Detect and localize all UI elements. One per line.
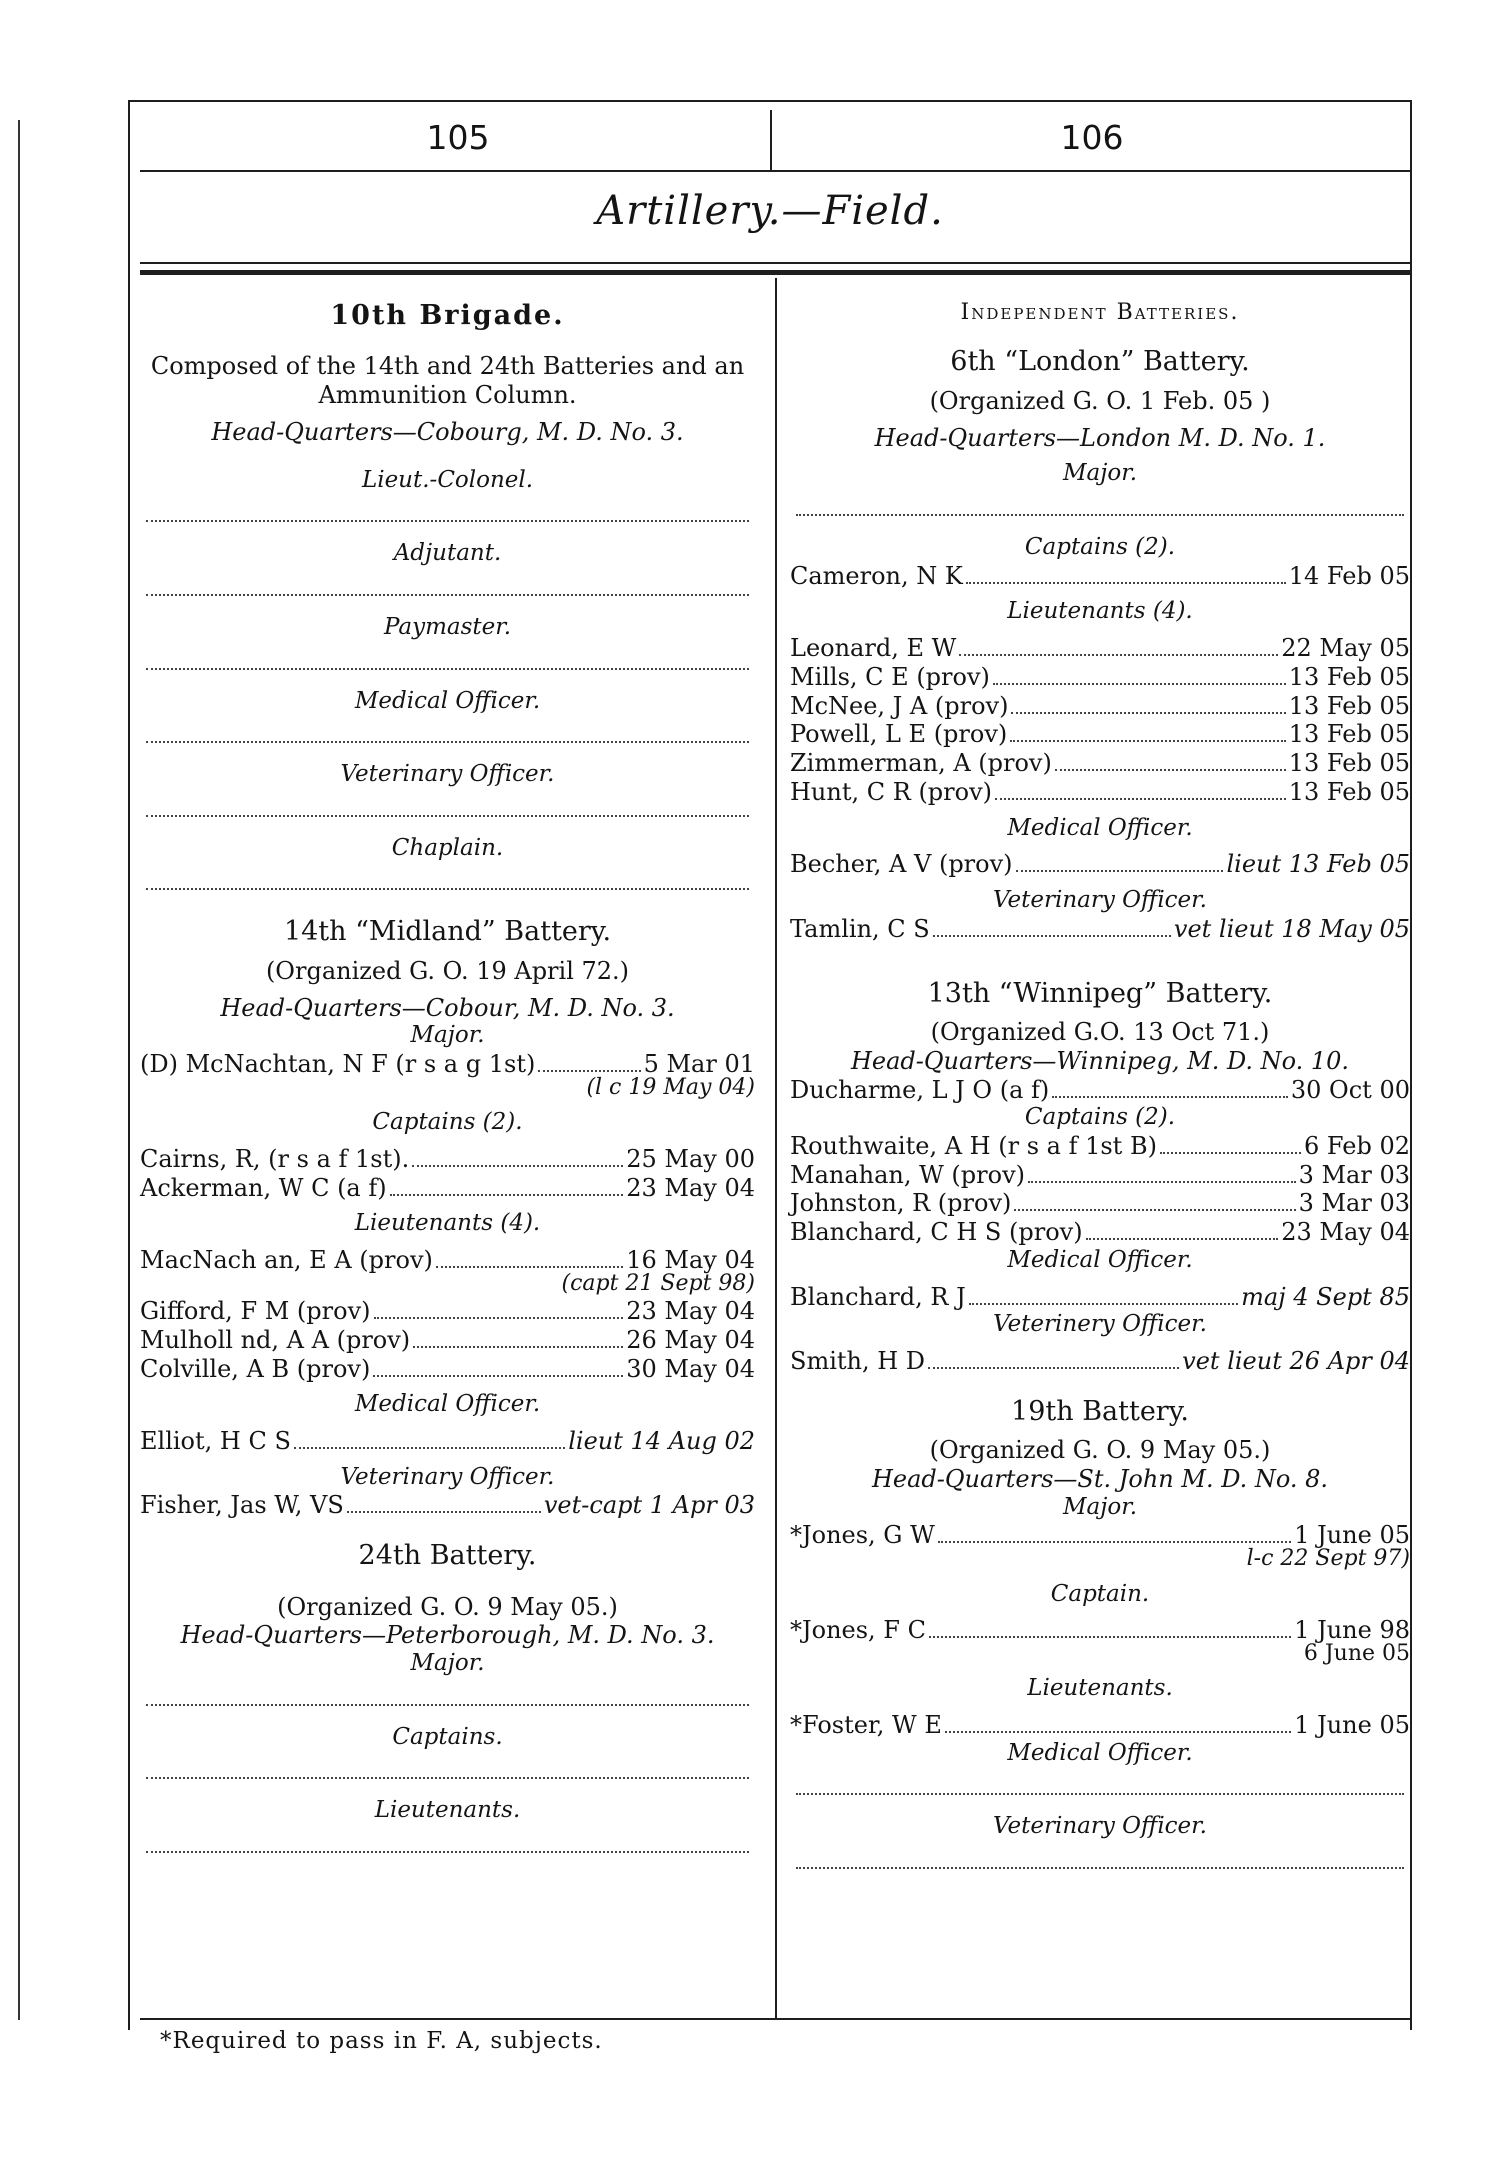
battery-6-captains-label: Captains (2). (1024, 533, 1176, 560)
page-edge-mark (12, 120, 20, 2020)
officer-row (790, 850, 1410, 879)
paymaster-label: Paymaster. (383, 613, 512, 640)
chaplain-label: Chaplain. (391, 834, 504, 861)
officer-date: vet-capt 1 Apr 03 (543, 1491, 755, 1520)
battery-13-medical-label: Medical Officer. (1007, 1247, 1193, 1274)
officer-name: Tamlin, C S (790, 914, 930, 943)
officer-name: McNee, J A (prov) (790, 691, 1009, 720)
battery-24-major-label: Major. (410, 1650, 485, 1677)
battery-24-title: 24th Battery. (358, 1540, 537, 1572)
battery-19-medical-label: Medical Officer. (1007, 1739, 1193, 1766)
officer-date: 25 May 00 (626, 1144, 755, 1173)
officer-date: 13 Feb 05 (1288, 777, 1410, 806)
officer-date: 23 May 04 (1281, 1218, 1410, 1247)
officer-name: Routhwaite, A H (r s a f 1st B) (790, 1131, 1157, 1160)
dotted-leader (146, 1763, 749, 1779)
officer-date: 13 Feb 05 (1288, 749, 1410, 778)
lt-col-label: Lieut.-Colonel. (361, 466, 534, 493)
officer-row (790, 1218, 1410, 1247)
title-rule-thick (140, 270, 1410, 275)
officer-row (790, 634, 1410, 663)
battery-6-lieutenants-label: Lieutenants (4). (1007, 598, 1193, 625)
outer-frame-left (128, 100, 130, 2030)
battery-13-captains-label: Captains (2). (1024, 1104, 1176, 1131)
left-column (140, 300, 755, 1871)
battery-6-medical-label: Medical Officer. (1007, 814, 1193, 841)
officer-date: 3 Mar 03 (1298, 1189, 1410, 1218)
officer-date: maj 4 Sept 85 (1241, 1282, 1410, 1311)
officer-name: Elliot, H C S (140, 1427, 291, 1456)
battery-19-organized: (Organized G. O. 9 May 05.) (929, 1436, 1271, 1465)
battery-19-lieutenants-label: Lieutenants. (1027, 1675, 1173, 1702)
brigade-composition: Composed of the 14th and 24th Batteries and an Ammunition Column. (150, 352, 745, 410)
adjutant-label: Adjutant. (393, 540, 502, 567)
battery-6-organized: (Organized G. O. 1 Feb. 05 ) (929, 386, 1271, 415)
officer-row (790, 692, 1410, 721)
column-divider (775, 278, 777, 2018)
dotted-leader (796, 500, 1404, 516)
officer-date: 1 June 98 (1294, 1616, 1410, 1645)
brigade-headquarters: Head-Quarters—Cobourg, M. D. No. 3. (211, 417, 684, 446)
officer-name: Ackerman, W C (a f) (140, 1173, 387, 1202)
officer-date: 22 May 05 (1281, 633, 1410, 662)
officer-name: Fisher, Jas W, VS (140, 1491, 344, 1520)
veterinary-officer-label: Veterinary Officer. (340, 761, 555, 788)
officer-note: l-c 22 Sept 97) (1246, 1546, 1410, 1572)
officer-date: 30 Oct 00 (1290, 1075, 1410, 1104)
battery-14-major-label: Major. (410, 1022, 485, 1049)
battery-14-medical-label: Medical Officer. (354, 1391, 541, 1418)
dotted-leader (146, 801, 749, 817)
battery-14-organized: (Organized G. O. 19 April 72.) (265, 956, 630, 985)
officer-name: Zimmerman, A (prov) (790, 749, 1052, 778)
medical-officer-label: Medical Officer. (354, 687, 541, 714)
officer-row (790, 749, 1410, 778)
battery-24-organized: (Organized G. O. 9 May 05.) (277, 1592, 618, 1621)
officer-date: vet lieut 26 Apr 04 (1182, 1347, 1410, 1376)
officer-name: MacNach an, E A (prov) (140, 1245, 433, 1274)
battery-19-captain-label: Captain. (1050, 1580, 1150, 1607)
officer-row (790, 663, 1410, 692)
officer-row (790, 1347, 1410, 1376)
officer-row (790, 562, 1410, 591)
officer-date: 5 Mar 01 (643, 1049, 755, 1078)
officer-date: 13 Feb 05 (1288, 691, 1410, 720)
officer-name: Leonard, E W (790, 633, 957, 662)
officer-name: *Foster, W E (790, 1711, 942, 1739)
officer-date: 6 Feb 02 (1304, 1131, 1410, 1160)
battery-14-lieutenants-label: Lieutenants (4). (354, 1210, 541, 1237)
officer-row (790, 1132, 1410, 1161)
officer-row (790, 1161, 1410, 1190)
battery-24-captains-label: Captains. (392, 1723, 503, 1750)
page-number-right: 106 (1060, 118, 1124, 157)
officer-name: Ducharme, L J O (a f) (790, 1075, 1050, 1104)
battery-24-lieutenants-label: Lieutenants. (374, 1797, 521, 1824)
bottom-rule (140, 2018, 1410, 2020)
dotted-leader (146, 727, 749, 743)
brigade-title: 10th Brigade. (330, 300, 565, 331)
officer-name: *Jones, F C (790, 1616, 926, 1645)
officer-name: Cairns, R, (r s a f 1st). (140, 1144, 410, 1173)
officer-name: Gifford, F M (prov) (140, 1297, 371, 1326)
officer-note: (l c 19 May 04) (586, 1074, 755, 1100)
officer-date: lieut 13 Feb 05 (1226, 850, 1410, 879)
officer-row (790, 1076, 1410, 1105)
officer-row (790, 778, 1410, 807)
officer-row (140, 1145, 755, 1174)
officer-note: (capt 21 Sept 98) (561, 1270, 755, 1296)
officer-row (140, 1355, 755, 1384)
battery-13-veterinary-label: Veterinery Officer. (993, 1311, 1207, 1338)
independent-batteries-heading: Independent Batteries. (960, 300, 1240, 325)
officer-name: *Jones, G W (790, 1521, 935, 1550)
dotted-leader (146, 1837, 749, 1853)
officer-row (790, 1711, 1410, 1740)
page-number-left: 105 (426, 118, 490, 157)
header-rule (140, 170, 1410, 172)
officer-name: Manahan, W (prov) (790, 1160, 1025, 1189)
outer-frame-top (128, 100, 1412, 102)
dotted-leader (146, 580, 749, 596)
dotted-leader (146, 506, 749, 522)
officer-name: Becher, A V (prov) (790, 850, 1013, 879)
officer-name: Colville, A B (prov) (140, 1354, 371, 1383)
battery-6-headquarters: Head-Quarters—London M. D. No. 1. (874, 423, 1326, 452)
officer-date: 1 June 05 (1294, 1521, 1410, 1550)
officer-date: 23 May 04 (626, 1297, 755, 1326)
battery-19-major-label: Major. (1062, 1493, 1138, 1520)
officer-date: 3 Mar 03 (1298, 1160, 1410, 1189)
right-column (790, 300, 1410, 1887)
battery-13-organized: (Organized G.O. 13 Oct 71.) (930, 1017, 1270, 1046)
dotted-leader (146, 1690, 749, 1706)
officer-name: Hunt, C R (prov) (790, 777, 993, 806)
title-rule-thin (140, 262, 1410, 264)
battery-14-captains-label: Captains (2). (372, 1109, 523, 1136)
officer-date: 13 Feb 05 (1288, 720, 1410, 749)
dotted-leader (796, 1779, 1404, 1795)
officer-row (140, 1297, 755, 1326)
battery-19-veterinary-label: Veterinary Officer. (993, 1813, 1207, 1840)
battery-19-headquarters: Head-Quarters—St. John M. D. No. 8. (871, 1465, 1329, 1494)
battery-13-headquarters: Head-Quarters—Winnipeg, M. D. No. 10. (850, 1046, 1350, 1075)
officer-row (140, 1326, 755, 1355)
officer-date: vet lieut 18 May 05 (1173, 914, 1410, 943)
battery-6-veterinary-label: Veterinary Officer. (993, 887, 1207, 914)
officer-date: 13 Feb 05 (1288, 662, 1410, 691)
page-number-divider (770, 110, 772, 170)
officer-date: 26 May 04 (626, 1325, 755, 1354)
officer-row (790, 1189, 1410, 1218)
dotted-leader (796, 1853, 1404, 1869)
page-title: Artillery.—Field. (596, 188, 944, 234)
battery-6-title: 6th “London” Battery. (950, 346, 1250, 378)
officer-row (140, 1491, 755, 1520)
battery-14-title: 14th “Midland” Battery. (283, 916, 612, 948)
officer-date: 23 May 04 (626, 1173, 755, 1202)
officer-name: Smith, H D (790, 1347, 926, 1376)
battery-14-headquarters: Head-Quarters—Cobour, M. D. No. 3. (220, 993, 675, 1022)
officer-name: Blanchard, R J (790, 1282, 966, 1311)
officer-note: 6 June 05 (1303, 1641, 1410, 1667)
officer-name: Mills, C E (prov) (790, 662, 990, 691)
officer-name: Mulholl nd, A A (prov) (140, 1325, 411, 1354)
officer-date: 16 May 04 (626, 1245, 755, 1274)
outer-frame-right (1410, 100, 1412, 2030)
officer-row (790, 915, 1410, 944)
officer-date: 14 Feb 05 (1288, 561, 1410, 590)
officer-name: (D) McNachtan, N F (r s a g 1st) (140, 1049, 536, 1078)
officer-name: Cameron, N K (790, 561, 963, 590)
officer-row (140, 1174, 755, 1203)
officer-row (790, 720, 1410, 749)
battery-6-major-label: Major. (1062, 460, 1138, 487)
dotted-leader (146, 654, 749, 670)
officer-row (140, 1427, 755, 1456)
battery-19-title: 19th Battery. (1011, 1395, 1189, 1427)
battery-14-veterinary-label: Veterinary Officer. (340, 1463, 555, 1490)
officer-date: 1 June 05 (1294, 1711, 1410, 1739)
officer-row (790, 1283, 1410, 1312)
footnote: *Required to pass in F. A, subjects. (160, 2028, 603, 2054)
officer-name: Powell, L E (prov) (790, 720, 1008, 749)
officer-name: Blanchard, C H S (prov) (790, 1218, 1083, 1247)
officer-date: lieut 14 Aug 02 (568, 1427, 755, 1456)
battery-13-title: 13th “Winnipeg” Battery. (927, 977, 1273, 1009)
battery-24-headquarters: Head-Quarters—Peterborough, M. D. No. 3. (180, 1621, 715, 1650)
dotted-leader (146, 874, 749, 890)
officer-name: Johnston, R (prov) (790, 1189, 1012, 1218)
officer-date: 30 May 04 (626, 1354, 755, 1383)
